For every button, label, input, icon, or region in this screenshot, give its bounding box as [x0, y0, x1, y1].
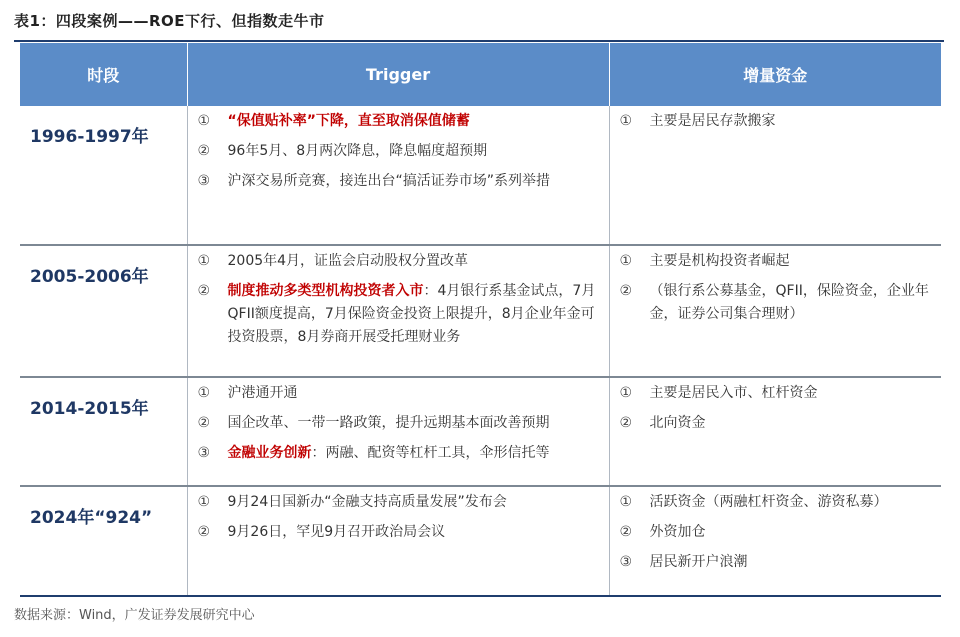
item-text: 外资加仓	[649, 524, 706, 540]
item-number: ①	[619, 385, 633, 401]
trigger-item	[188, 521, 609, 544]
period-cell: 1996-1997年	[20, 106, 187, 245]
table-row	[20, 106, 941, 245]
funds-item	[610, 491, 942, 514]
item-text: ：两融、配资等杠杆工具，伞形信托等	[311, 445, 550, 461]
period-cell: 2005-2006年	[20, 245, 187, 377]
funds-cell	[609, 245, 941, 377]
item-text: 主要是机构投资者崛起	[649, 253, 790, 269]
trigger-item	[188, 110, 609, 133]
trigger-cell	[187, 106, 609, 245]
trigger-item	[188, 280, 609, 349]
title-divider	[14, 40, 944, 42]
highlight-text: “保值贴补率”下降，直至取消保值储蓄	[227, 113, 470, 129]
item-number: ①	[619, 253, 633, 269]
period-cell: 2014-2015年	[20, 377, 187, 486]
item-number: ②	[619, 283, 633, 299]
item-number: ①	[197, 253, 211, 269]
trigger-item	[188, 250, 609, 273]
period-cell: 2024年“924”	[20, 486, 187, 596]
trigger-item	[188, 382, 609, 405]
item-text: 主要是居民入市、杠杆资金	[649, 385, 818, 401]
item-text: 9月24日国新办“金融支持高质量发展”发布会	[227, 494, 507, 510]
header-funds: 增量资金	[609, 43, 941, 106]
funds-item	[610, 412, 942, 435]
trigger-cell	[187, 377, 609, 486]
item-number: ①	[197, 494, 211, 510]
item-text: 2005年4月，证监会启动股权分置改革	[227, 253, 469, 269]
item-number: ②	[197, 415, 211, 431]
header-row	[20, 43, 941, 106]
item-text: 沪深交易所竞赛，接连出台“搞活证券市场”系列举措	[227, 173, 551, 189]
item-text: 沪港通开通	[227, 385, 298, 401]
table-row	[20, 377, 941, 486]
item-number: ②	[197, 283, 211, 299]
item-text: 9月26日，罕见9月召开政治局会议	[227, 524, 446, 540]
item-number: ③	[197, 173, 211, 189]
item-number: ②	[197, 143, 211, 159]
item-number: ①	[619, 494, 633, 510]
item-number: ①	[619, 113, 633, 129]
trigger-cell	[187, 486, 609, 596]
trigger-item	[188, 491, 609, 514]
source-note: 数据来源：Wind，广发证券发展研究中心	[14, 608, 255, 623]
funds-cell	[609, 486, 941, 596]
funds-cell	[609, 377, 941, 486]
funds-item	[610, 382, 942, 405]
funds-item	[610, 110, 942, 133]
funds-cell	[609, 106, 941, 245]
item-text: 北向资金	[649, 415, 706, 431]
item-number: ②	[197, 524, 211, 540]
item-text: 国企改革、一带一路政策，提升远期基本面改善预期	[227, 415, 550, 431]
funds-item	[610, 280, 942, 326]
item-text: 主要是居民存款搬家	[649, 113, 776, 129]
highlight-text: 制度推动多类型机构投资者入市	[227, 283, 424, 299]
trigger-item	[188, 442, 609, 465]
item-number: ②	[619, 415, 633, 431]
header-period: 时段	[20, 43, 187, 106]
funds-item	[610, 521, 942, 544]
table-row	[20, 486, 941, 596]
table-title: 表1：四段案例——ROE下行、但指数走牛市	[14, 12, 325, 30]
item-number: ③	[197, 445, 211, 461]
table-row	[20, 245, 941, 377]
cases-table	[20, 43, 941, 597]
item-text: （银行系公募基金，QFII，保险资金，企业年金，证券公司集合理财）	[649, 283, 929, 322]
item-text: ：4月银行系基金试点，7月QFII额度提高，7月保险资金投资上限提升，8月企业年金可投资股票，8月券商开展受托理财业务	[227, 283, 596, 345]
item-text: 96年5月、8月两次降息，降息幅度超预期	[227, 143, 488, 159]
header-trigger: Trigger	[187, 43, 609, 106]
item-number: ③	[619, 554, 633, 570]
item-number: ①	[197, 113, 211, 129]
trigger-item	[188, 412, 609, 435]
item-text: 活跃资金（两融杠杆资金、游资私募）	[649, 494, 888, 510]
funds-item	[610, 551, 942, 574]
item-number: ①	[197, 385, 211, 401]
item-number: ②	[619, 524, 633, 540]
funds-item	[610, 250, 942, 273]
item-text: 居民新开户浪潮	[649, 554, 748, 570]
highlight-text: 金融业务创新	[227, 445, 312, 461]
trigger-item	[188, 170, 609, 193]
trigger-item	[188, 140, 609, 163]
trigger-cell	[187, 245, 609, 377]
